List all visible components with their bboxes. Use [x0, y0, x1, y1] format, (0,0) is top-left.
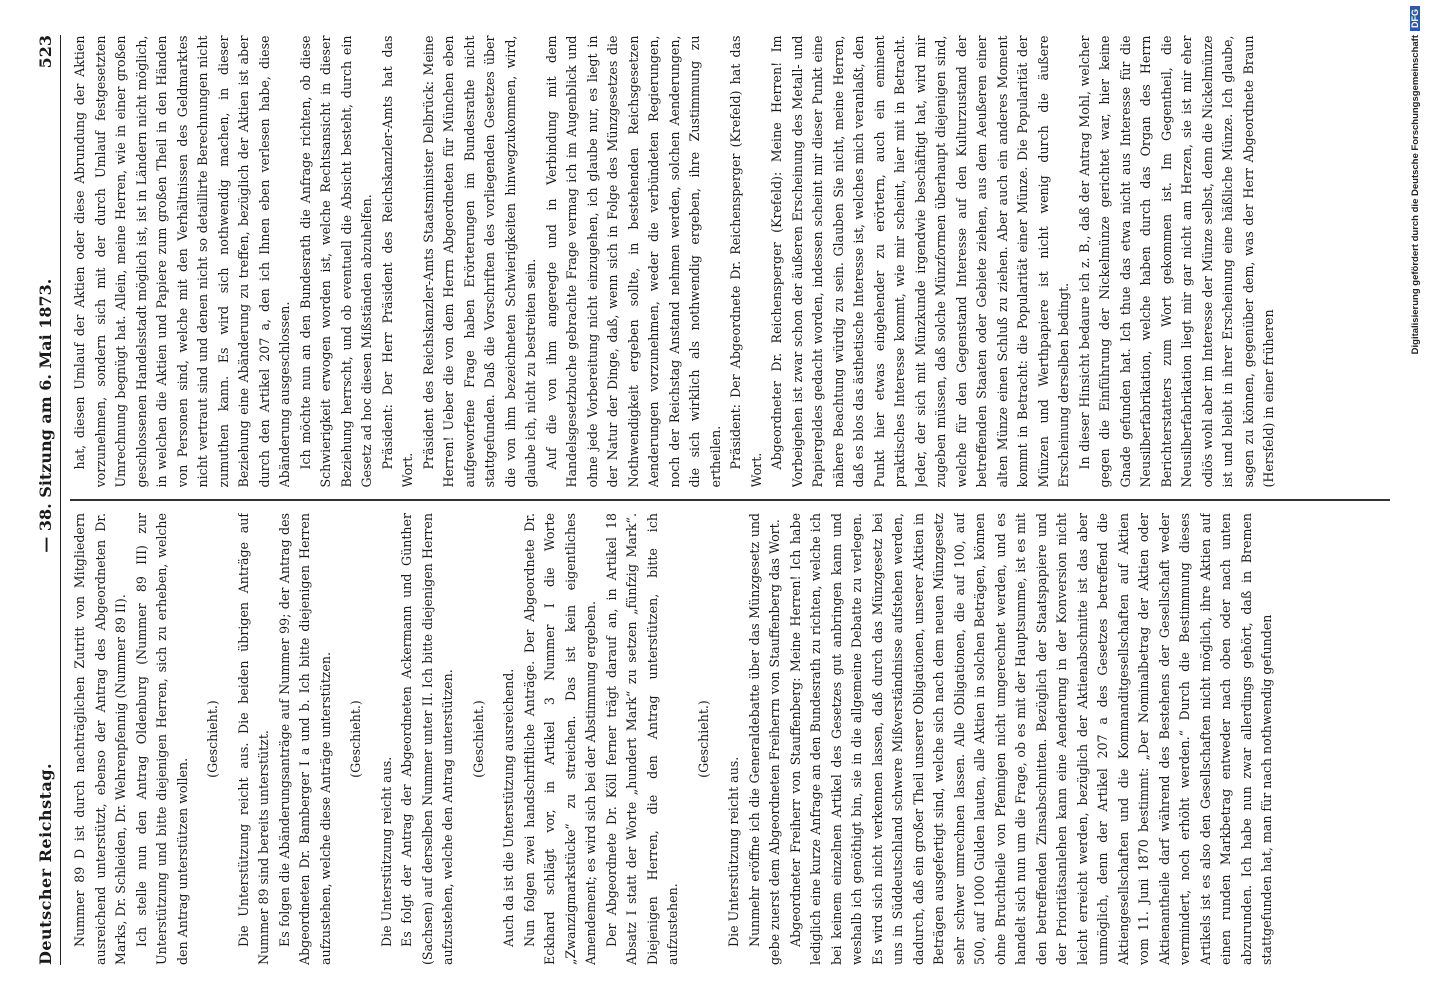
- dfg-stamp: [1402, 6, 1428, 996]
- page-number: 523: [35, 35, 55, 69]
- paragraph: Abgeordneter Freiherr von Stauffenberg: Meine Herren! Ich habe lediglich eine kurze Anfrage an den Bundesrath zu richten, welche ich bei keinem einzelnen Artikel des Gesetzes gut anbringen kann und weshalb ich genöthigt bin, sie in die allgemeine Debatte zu verlegen. Es wird sich nicht verkennen lassen, daß durch das Münzgesetz bei uns in Süddeutschland schwere Mißverständnisse aufstehen werden, dadurch, daß ein großer Theil unserer Obligationen, unserer Aktien in Beträgen ausgefertigt sind, welche sich nach dem neuen Münzgesetz sehr schwer umrechnen lassen. Alle Obligationen, die auf 100, auf 500, auf 1000 Gulden lauten, alle Aktien in solchen Beträgen, können ohne Bruchtheile von Pfennigen nicht umgerechnet werden, und es handelt sich nun um die Frage, ob es mit der Hauptsumme, ist es mit den betreffenden Zinsabschnitten. Bezüglich der Staatspapiere und der Prioritätsanlehen kann eine Aenderung in der Konversion nicht leicht erreicht werden, bezüglich der Aktienabschnitte ist das aber unmöglich, denn der Artikel 207 a des Gesetzes betreffend die Aktiengesellschaften und die Kommanditgesellschaften auf Aktien vom 11. Juni 1870 bestimmt: „Der Nominalbetrag der Aktien oder Aktienantheile darf während des Bestehens der Gesellschaft weder vermindert, noch erhöht werden.“ Durch die Bestimmung dieses Artikels ist es also den Gesellschaften nicht möglich, ihre Aktien auf einen runden Markbetrag entweder nach oben oder nach unten abzurunden. Ich habe nun zwar allerdings gehört, daß in Bremen stattgefunden hat, man für nach nothwendig gefunden: [787, 513, 1274, 965]
- column-divider: [70, 500, 1390, 502]
- paragraph: Auf die von ihm angeregte und in Verbindung mit dem Handelsgesetzbuche gebrachte Frage vermag ich im Augenblick und ohne jede Vorbereitung nicht einzugehen, ich glaube nur, es liegt in der Natur der Dinge, daß, wenn sich in Folge des Münzgesetzes die Nothwendigkeit ergeben sollte, in bestehenden Reichsgesetzen Aenderungen vorzunehmen, weder die verbündeten Regierungen, noch der Reichstag Anstand nehmen werden, solchen Aenderungen, die sich wirklich als nothwendig ergeben, ihre Zustimmung zu ertheilen.: [543, 35, 723, 488]
- paragraph: Ich möchte nun an den Bundesrath die Anfrage richten, ob diese Schwierigkeit erwogen worden ist, welche Rechtsansicht in dieser Beziehung herrscht, und ob eventuell die Absicht besteht, durch ein Gesetz ad hoc diesen Mißständen abzuhelfen.: [297, 35, 374, 488]
- stamp-text: Digitalisierung gefördert durch die Deutsche Forschungsgemeinschaft: [1409, 35, 1421, 355]
- stage-direction: (Geschieht.): [695, 700, 711, 778]
- paragraph: Präsident des Reichskanzler-Amts Staatsminister Delbrück: Meine Herren! Ueber die von dem Herrn Abgeordneten für München eben aufgeworfene Frage haben Erörterungen im Bundesrathe nicht stattgefunden. Daß die Vorschriften des vorliegenden Gesetzes über die von ihm bezeichneten Schwierigkeiten hinwegzukommen, wird, glaube ich, nicht zu bestreiten sein.: [420, 35, 538, 488]
- dfg-logo: DFG: [1410, 6, 1420, 31]
- paragraph: Die Unterstützung reicht aus.: [726, 756, 741, 947]
- left-column: [70, 513, 1390, 965]
- paragraph: In dieser Hinsicht bedaure ich z. B., daß der Antrag Mohl, welcher gegen die Einführung der Nickelmünze gerichtet war, hier keine Gnade gefunden hat. Ich thue das etwa nicht aus Interesse für die Neusilberfabrikation, welche haben durch das Organ des Herrn Berichterstatters zum Wort gekommen ist. Im Gegentheil, die Neusilberfabrikation liegt mir gar nicht am Herzen, sie ist mir eher odiös wohl aber im Interesse der Münze selbst, denn die Nickelmünze ist und bleibt in ihrer Erscheinung eine häßliche Münze. Ich glaube, sagen zu können, gegenüber dem, was der Herr Abgeordnete Braun (Hersfeld) in einer früheren: [1076, 35, 1276, 488]
- paragraph: Der Abgeordnete Dr. Köll ferner trägt darauf an, in Artikel 18 Absatz I statt der Worte „hundert Mark“ zu setzen „fünfzig Mark“. Diejenigen Herren, die den Antrag unterstützen, bitte ich aufzustehen.: [603, 513, 680, 965]
- paragraph: Die Unterstützung reicht aus. Die beiden übrigen Anträge auf Nummer 89 sind bereits unterstützt.: [235, 513, 271, 965]
- paragraph: Präsident: Der Abgeordnete Dr. Reichensperger (Krefeld) hat das Wort.: [728, 35, 764, 488]
- paragraph: Es folgt der Antrag der Abgeordneten Ackermann und Günther (Sachsen) auf derselben Nummer unter II. Ich bitte diejenigen Herren aufzustehen, welche den Antrag unterstützen.: [399, 513, 455, 965]
- paragraph: Nun folgen zwei handschriftliche Anträge. Der Abgeordnete Dr. Eckhard schlägt vor, in Artikel 3 Nummer I die Worte „Zwanzigmarkstücke“ zu streichen. Das ist kein eigentliches Amendement; es wird sich bei der Abstimmung ergeben.: [521, 513, 598, 965]
- paragraph: Nunmehr eröffne ich die Generaldebatte über das Münzgesetz und gebe zuerst dem Abgeordneten Freiherrn von Stauffenberg das Wort.: [746, 513, 782, 965]
- paragraph: Ich stelle nun den Antrag Oldenburg (Nummer 89 III) zur Unterstützung und bitte diejenigen Herren, sich zu erheben, welche den Antrag unterstützen wollen.: [133, 513, 190, 965]
- text-columns: [70, 35, 1390, 965]
- rotated-page-body: [30, 35, 1400, 965]
- stage-direction: (Geschieht.): [205, 700, 220, 778]
- header-publication: Deutscher Reichstag.: [35, 762, 55, 965]
- paragraph: Nummer 89 D ist durch nachträglichen Zutritt von Mitgliedern ausreichend unterstützt, ebenso der Antrag des Abgeordneten Dr. Marks, Dr. Schleiden, Dr. Wehrenpfennig (Nummer 89 II).: [72, 513, 128, 965]
- stage-direction: (Geschieht.): [348, 700, 363, 778]
- paragraph: hat, diesen Umlauf der Aktien oder diese Abrundung der Aktien vorzunehmen, sondern sich mit der durch Umlauf festgesetzten Umrechnung begnügt hat. Allein, meine Herren, wie in einer großen geschlossenen Handelsstadt möglich ist, ist in Ländern nicht möglich, in welchen die Aktien und Papiere zum großen Theil in den Händen von Personen sind, welche mit den Verhältnissen des Geldmarktes nicht vertraut sind und denen nicht so detaillirte Berechnungen nicht zumuthen kann. Es wird sich nothwendig machen, in dieser Beziehung eine Abänderung zu treffen, bezüglich der Aktien ist aber durch den Artikel 207 a, den ich Ihnen eben verlesen habe, diese Abänderung ausgeschlossen.: [72, 35, 292, 488]
- right-column: [70, 36, 1390, 488]
- paragraph: Es folgen die Abänderungsanträge auf Nummer 99; der Antrag des Abgeordneten Dr. Bamberger I a und b. Ich bitte diejenigen Herren aufzustehen, welche diese Anträge unterstützen.: [276, 513, 333, 965]
- paragraph: Abgeordneter Dr. Reichensperger (Krefeld): Meine Herren! Im Vorbeigehen ist zwar schon der äußeren Erscheinung des Metall- und Papiergeldes gedacht worden, indessen scheint mir dieser Punkt eine nähere Beachtung würdig zu sein. Glauben Sie nicht, meine Herren, daß es blos das ästhetische Interesse ist, welches mich veranlaßt, den Punkt hier etwas eingehender zu erörtern, auch ein eminent praktisches Interesse kommt, wie mir scheint, hier mit in Betracht. Jeder, der sich mit Münzkunde irgendwie beschäftigt hat, wird mir zugeben müssen, daß solche Münzformen überhaupt diejenigen sind, welche für den Gegenstand Interesse auf den Kulturzustand der betreffenden Staaten oder Gebiete ziehen, aus dem Aeußeren einer alten Münze einen Schluß zu ziehen. Aber auch ein anderes Moment kommt in Betracht: die Popularität einer Münze. Die Popularität der Münzen und Werthpapiere ist nicht wenig durch die äußere Erscheinung derselben bedingt.: [769, 35, 1071, 488]
- stage-direction: (Geschieht.): [470, 700, 486, 778]
- paragraph: Die Unterstützung reicht aus.: [378, 756, 394, 947]
- page-header: [30, 35, 61, 965]
- paragraph: Präsident: Der Herr Präsident des Reichskanzler-Amts hat das Wort.: [379, 35, 415, 488]
- paragraph: Auch da ist die Unterstützung ausreichend.: [501, 668, 516, 947]
- header-session: — 38. Sitzung am 6. Mai 1873.: [35, 278, 55, 553]
